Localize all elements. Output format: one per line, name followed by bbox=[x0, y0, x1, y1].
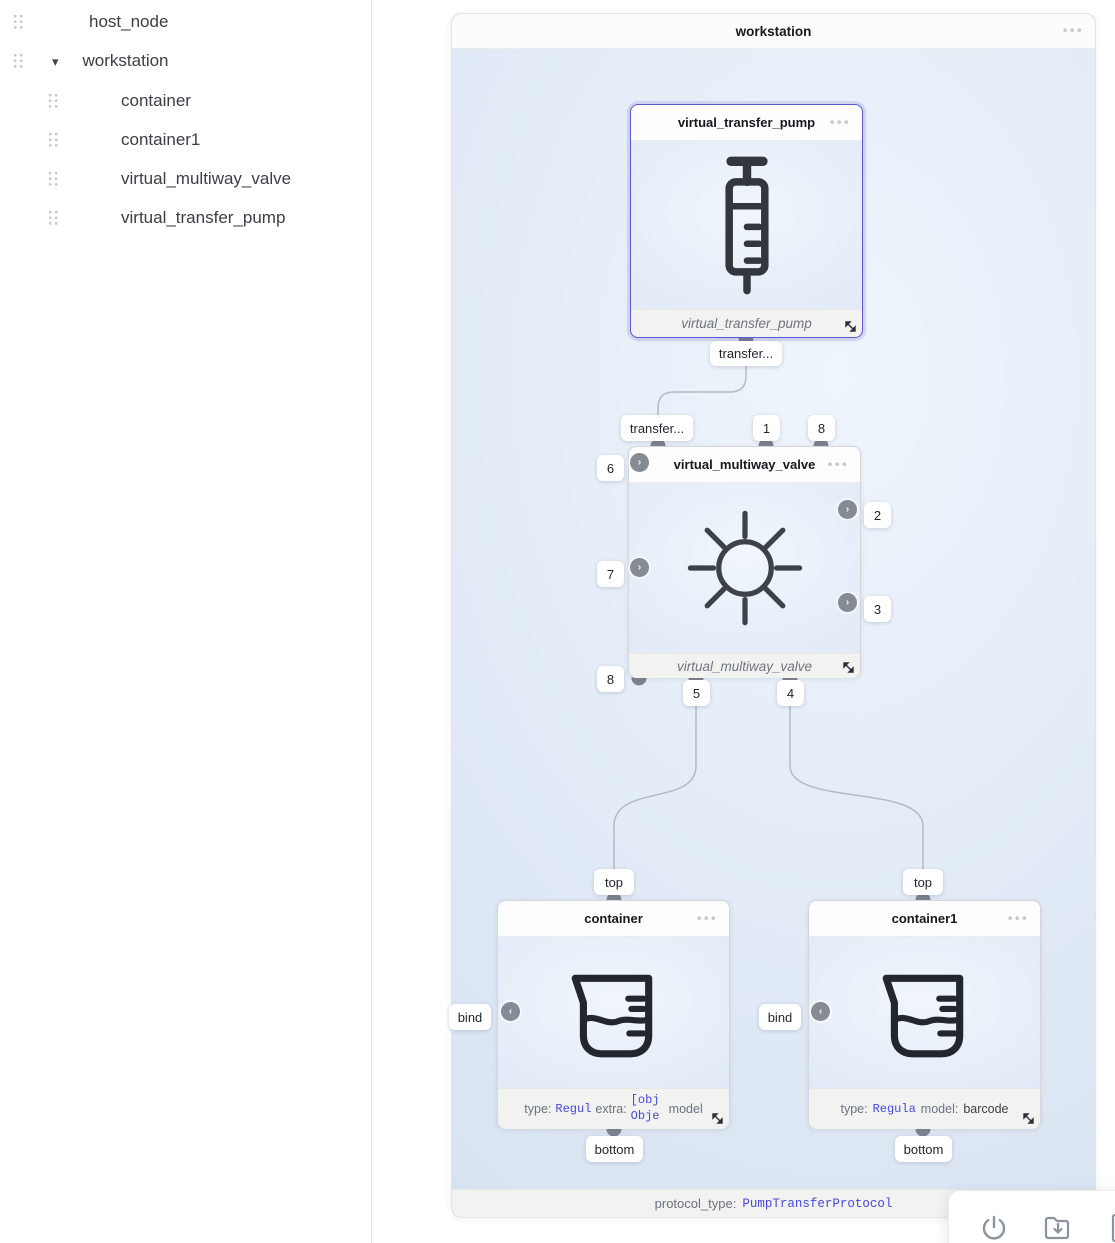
type-value: Regula bbox=[872, 1102, 916, 1116]
port-label-valve-1: 1 bbox=[753, 415, 780, 441]
port-container1-bind-icon[interactable]: ‹ bbox=[811, 1002, 830, 1021]
model-label: model bbox=[668, 1102, 703, 1116]
ellipsis-menu-icon[interactable]: ••• bbox=[696, 909, 718, 925]
resize-handle-icon[interactable] bbox=[1022, 1112, 1035, 1125]
port-valve-6-icon[interactable]: › bbox=[630, 453, 649, 472]
node-footer-name: virtual_transfer_pump bbox=[681, 316, 812, 331]
sidebar-item-virtual-transfer-pump[interactable] bbox=[48, 202, 285, 234]
node-virtual-multiway-valve[interactable] bbox=[628, 446, 861, 678]
node-body bbox=[809, 937, 1040, 1088]
node-header[interactable] bbox=[809, 901, 1040, 937]
drag-handle-icon[interactable] bbox=[48, 171, 59, 187]
extra-label: extra: bbox=[595, 1102, 627, 1116]
node-footer bbox=[498, 1088, 729, 1129]
port-label-valve-8-top: 8 bbox=[808, 415, 835, 441]
type-value: Regul bbox=[555, 1102, 592, 1116]
sidebar-divider bbox=[371, 0, 372, 1243]
node-header[interactable] bbox=[631, 105, 862, 141]
node-body bbox=[498, 937, 729, 1088]
port-container-bind-icon[interactable]: ‹ bbox=[501, 1002, 520, 1021]
node-container[interactable] bbox=[497, 900, 730, 1129]
node-container1[interactable] bbox=[808, 900, 1041, 1129]
workstation-panel bbox=[451, 13, 1096, 1218]
port-label-valve-8-left: 8 bbox=[597, 666, 624, 692]
sidebar-item-virtual-multiway-valve[interactable] bbox=[48, 163, 291, 195]
sidebar-item-workstation[interactable] bbox=[13, 45, 169, 77]
tree-item-label: container bbox=[121, 91, 191, 110]
node-header[interactable] bbox=[498, 901, 729, 937]
port-label-valve-7: 7 bbox=[597, 561, 624, 587]
file-icon[interactable] bbox=[1107, 1213, 1115, 1243]
port-valve-7-icon[interactable]: › bbox=[630, 558, 649, 577]
resize-handle-icon[interactable] bbox=[842, 661, 855, 674]
ellipsis-menu-icon[interactable]: ••• bbox=[827, 455, 849, 471]
chevron-down-icon[interactable]: ▾ bbox=[52, 53, 59, 69]
node-footer bbox=[629, 653, 860, 678]
port-label-valve-3: 3 bbox=[864, 596, 891, 622]
protocol-type-label: protocol_type: bbox=[654, 1196, 737, 1211]
tree-item-label: virtual_multiway_valve bbox=[121, 169, 292, 188]
type-label: type: bbox=[524, 1102, 552, 1116]
drag-handle-icon[interactable] bbox=[48, 210, 59, 226]
port-label-container-top: top bbox=[594, 869, 634, 895]
node-title: virtual_transfer_pump bbox=[677, 115, 816, 130]
node-footer-name: virtual_multiway_valve bbox=[676, 658, 813, 674]
folder-download-icon[interactable] bbox=[1043, 1213, 1073, 1243]
port-label-valve-4: 4 bbox=[777, 680, 804, 706]
edge-valve5-to-container bbox=[614, 678, 696, 898]
drag-handle-icon[interactable] bbox=[13, 53, 24, 69]
node-virtual-transfer-pump[interactable] bbox=[630, 104, 863, 338]
node-footer bbox=[631, 309, 862, 337]
node-title: container bbox=[584, 911, 643, 926]
beaker-icon bbox=[874, 962, 976, 1064]
canvas-toolbar bbox=[948, 1190, 1115, 1243]
drag-handle-icon[interactable] bbox=[48, 132, 59, 148]
ellipsis-menu-icon[interactable]: ••• bbox=[829, 113, 851, 129]
protocol-type-value: PumpTransferProtocol bbox=[742, 1196, 893, 1211]
port-label-valve-2: 2 bbox=[864, 502, 891, 528]
tree-item-label: container1 bbox=[121, 130, 201, 149]
port-label-container-bottom: bottom bbox=[586, 1136, 643, 1162]
extra-value: [obj Obje bbox=[630, 1093, 660, 1123]
model-value: barcode bbox=[963, 1102, 1009, 1116]
port-label-container1-top: top bbox=[903, 869, 943, 895]
port-valve-2-icon[interactable]: › bbox=[838, 500, 857, 519]
drag-handle-icon[interactable] bbox=[48, 93, 59, 109]
node-footer bbox=[809, 1088, 1040, 1129]
node-title: virtual_multiway_valve bbox=[673, 457, 816, 472]
node-body bbox=[631, 141, 862, 309]
port-label-container1-bind: bind bbox=[759, 1004, 801, 1030]
syringe-icon bbox=[703, 150, 791, 300]
edge-valve4-to-container1 bbox=[790, 678, 923, 898]
model-label: model: bbox=[920, 1102, 959, 1116]
workstation-panel-header[interactable] bbox=[452, 14, 1095, 49]
port-label-container-bind: bind bbox=[449, 1004, 491, 1030]
sidebar-item-host-node[interactable] bbox=[13, 6, 168, 38]
ellipsis-menu-icon[interactable]: ••• bbox=[1007, 909, 1029, 925]
resize-handle-icon[interactable] bbox=[711, 1112, 724, 1125]
sidebar-item-container1[interactable] bbox=[48, 124, 200, 156]
node-header[interactable] bbox=[629, 447, 860, 483]
port-label-valve-5: 5 bbox=[683, 680, 710, 706]
beaker-icon bbox=[563, 962, 665, 1064]
node-title: container1 bbox=[891, 911, 958, 926]
sidebar-item-container[interactable] bbox=[48, 85, 191, 117]
tree-item-label: workstation bbox=[82, 51, 169, 70]
power-icon[interactable] bbox=[979, 1213, 1009, 1243]
port-label-container1-bottom: bottom bbox=[895, 1136, 952, 1162]
ellipsis-menu-icon[interactable]: ••• bbox=[1062, 22, 1084, 38]
drag-handle-icon[interactable] bbox=[13, 14, 24, 30]
workstation-title: workstation bbox=[735, 23, 812, 39]
tree-item-label: host_node bbox=[89, 12, 169, 31]
port-label-valve-transfer: transfer... bbox=[621, 415, 693, 441]
port-label-pump-transfer: transfer... bbox=[710, 341, 782, 366]
node-body bbox=[629, 483, 860, 653]
type-label: type: bbox=[840, 1102, 868, 1116]
port-label-valve-6: 6 bbox=[597, 455, 624, 481]
valve-sun-icon bbox=[682, 505, 808, 631]
resize-handle-icon[interactable] bbox=[844, 320, 857, 333]
port-valve-3-icon[interactable]: › bbox=[838, 593, 857, 612]
tree-item-label: virtual_transfer_pump bbox=[121, 208, 286, 227]
